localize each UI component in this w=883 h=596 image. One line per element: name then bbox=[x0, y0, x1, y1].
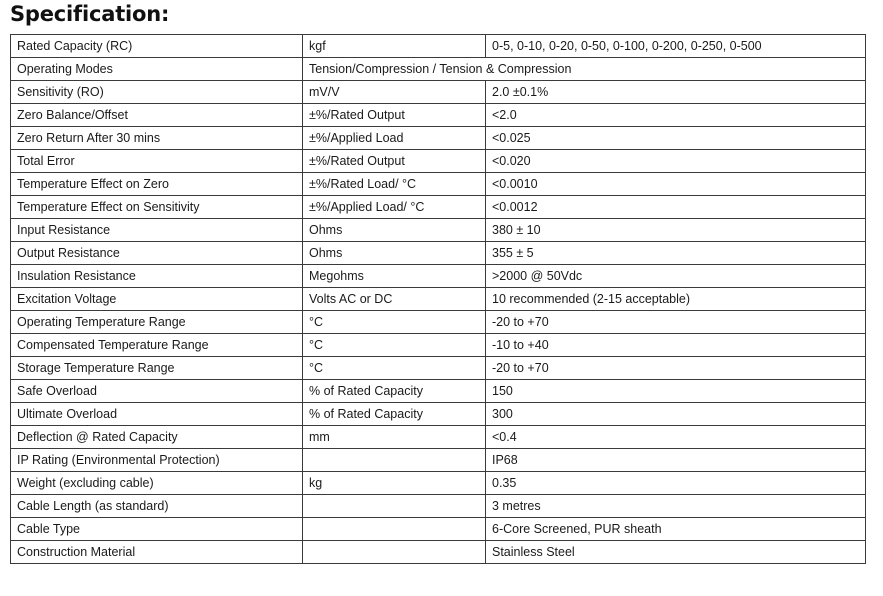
unit-cell: ±%/Applied Load/ °C bbox=[303, 196, 486, 219]
parameter-cell: Storage Temperature Range bbox=[11, 357, 303, 380]
table-row bbox=[11, 518, 866, 541]
unit-cell: mm bbox=[303, 426, 486, 449]
value-cell: -20 to +70 bbox=[486, 311, 866, 334]
parameter-cell: Cable Type bbox=[11, 518, 303, 541]
table-row bbox=[11, 403, 866, 426]
table-row bbox=[11, 357, 866, 380]
unit-cell: mV/V bbox=[303, 81, 486, 104]
unit-cell bbox=[303, 518, 486, 541]
table-row bbox=[11, 196, 866, 219]
value-cell: -10 to +40 bbox=[486, 334, 866, 357]
parameter-cell: Compensated Temperature Range bbox=[11, 334, 303, 357]
unit-cell: ±%/Rated Load/ °C bbox=[303, 173, 486, 196]
unit-cell bbox=[303, 495, 486, 518]
value-cell: <0.020 bbox=[486, 150, 866, 173]
value-cell: 2.0 ±0.1% bbox=[486, 81, 866, 104]
parameter-cell: Temperature Effect on Sensitivity bbox=[11, 196, 303, 219]
unit-cell bbox=[303, 449, 486, 472]
table-row bbox=[11, 104, 866, 127]
value-cell: IP68 bbox=[486, 449, 866, 472]
unit-cell: kgf bbox=[303, 35, 486, 58]
parameter-cell: Ultimate Overload bbox=[11, 403, 303, 426]
parameter-cell: Operating Temperature Range bbox=[11, 311, 303, 334]
parameter-cell: Output Resistance bbox=[11, 242, 303, 265]
parameter-cell: Operating Modes bbox=[11, 58, 303, 81]
table-row bbox=[11, 58, 866, 81]
parameter-cell: IP Rating (Environmental Protection) bbox=[11, 449, 303, 472]
unit-cell: Tension/Compression / Tension & Compression bbox=[303, 58, 866, 81]
unit-cell: % of Rated Capacity bbox=[303, 380, 486, 403]
page-title: Specification: bbox=[10, 2, 170, 26]
unit-cell: °C bbox=[303, 334, 486, 357]
table-row bbox=[11, 426, 866, 449]
parameter-cell: Rated Capacity (RC) bbox=[11, 35, 303, 58]
unit-cell: Ohms bbox=[303, 219, 486, 242]
unit-cell: kg bbox=[303, 472, 486, 495]
table-row bbox=[11, 380, 866, 403]
specification-table bbox=[10, 34, 866, 564]
parameter-cell: Insulation Resistance bbox=[11, 265, 303, 288]
table-row bbox=[11, 35, 866, 58]
table-row bbox=[11, 219, 866, 242]
value-cell: <0.025 bbox=[486, 127, 866, 150]
value-cell: 380 ± 10 bbox=[486, 219, 866, 242]
table-row bbox=[11, 334, 866, 357]
unit-cell: Megohms bbox=[303, 265, 486, 288]
parameter-cell: Total Error bbox=[11, 150, 303, 173]
parameter-cell: Temperature Effect on Zero bbox=[11, 173, 303, 196]
specification-table-body bbox=[11, 35, 866, 564]
unit-cell: °C bbox=[303, 357, 486, 380]
table-row bbox=[11, 81, 866, 104]
table-row bbox=[11, 265, 866, 288]
unit-cell: ±%/Rated Output bbox=[303, 104, 486, 127]
parameter-cell: Zero Balance/Offset bbox=[11, 104, 303, 127]
value-cell: Stainless Steel bbox=[486, 541, 866, 564]
table-row bbox=[11, 495, 866, 518]
table-row bbox=[11, 311, 866, 334]
table-row bbox=[11, 541, 866, 564]
value-cell: <0.4 bbox=[486, 426, 866, 449]
value-cell: 0-5, 0-10, 0-20, 0-50, 0-100, 0-200, 0-250, 0-500 bbox=[486, 35, 866, 58]
value-cell: <2.0 bbox=[486, 104, 866, 127]
table-row bbox=[11, 449, 866, 472]
table-row bbox=[11, 288, 866, 311]
table-row bbox=[11, 150, 866, 173]
table-row bbox=[11, 127, 866, 150]
value-cell: <0.0012 bbox=[486, 196, 866, 219]
unit-cell: % of Rated Capacity bbox=[303, 403, 486, 426]
table-row bbox=[11, 173, 866, 196]
value-cell: 300 bbox=[486, 403, 866, 426]
unit-cell bbox=[303, 541, 486, 564]
value-cell: 0.35 bbox=[486, 472, 866, 495]
value-cell: 355 ± 5 bbox=[486, 242, 866, 265]
value-cell: 10 recommended (2-15 acceptable) bbox=[486, 288, 866, 311]
value-cell: -20 to +70 bbox=[486, 357, 866, 380]
value-cell: >2000 @ 50Vdc bbox=[486, 265, 866, 288]
value-cell: 3 metres bbox=[486, 495, 866, 518]
parameter-cell: Input Resistance bbox=[11, 219, 303, 242]
unit-cell: Ohms bbox=[303, 242, 486, 265]
value-cell: 150 bbox=[486, 380, 866, 403]
table-row bbox=[11, 242, 866, 265]
unit-cell: °C bbox=[303, 311, 486, 334]
parameter-cell: Sensitivity (RO) bbox=[11, 81, 303, 104]
unit-cell: ±%/Applied Load bbox=[303, 127, 486, 150]
unit-cell: ±%/Rated Output bbox=[303, 150, 486, 173]
value-cell: <0.0010 bbox=[486, 173, 866, 196]
value-cell: 6-Core Screened, PUR sheath bbox=[486, 518, 866, 541]
parameter-cell: Construction Material bbox=[11, 541, 303, 564]
parameter-cell: Zero Return After 30 mins bbox=[11, 127, 303, 150]
unit-cell: Volts AC or DC bbox=[303, 288, 486, 311]
parameter-cell: Excitation Voltage bbox=[11, 288, 303, 311]
parameter-cell: Cable Length (as standard) bbox=[11, 495, 303, 518]
parameter-cell: Safe Overload bbox=[11, 380, 303, 403]
parameter-cell: Deflection @ Rated Capacity bbox=[11, 426, 303, 449]
parameter-cell: Weight (excluding cable) bbox=[11, 472, 303, 495]
table-row bbox=[11, 472, 866, 495]
